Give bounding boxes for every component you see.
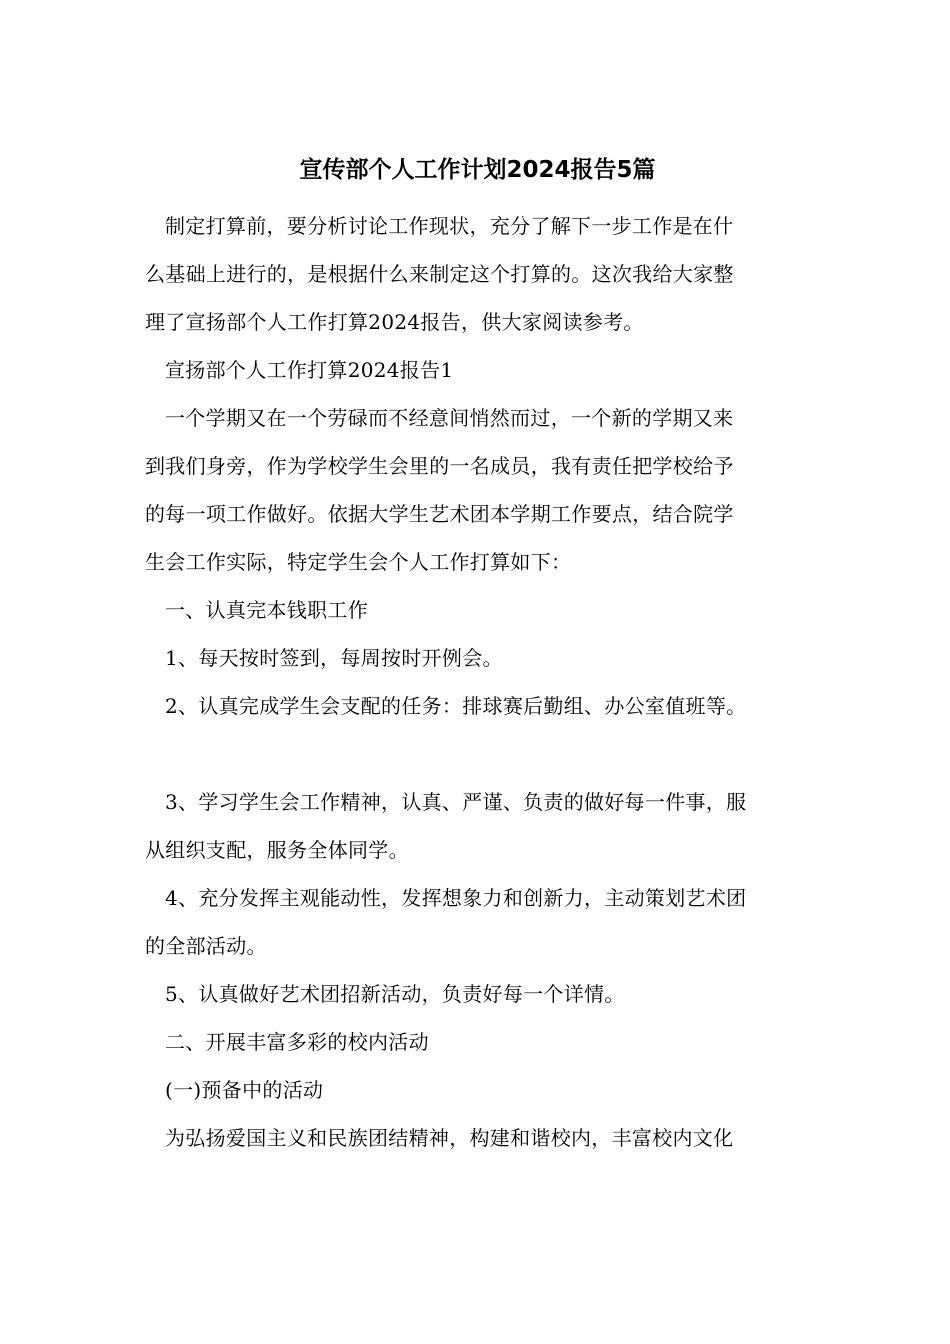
text-line: 一个学期又在一个劳碌而不经意间悄然而过，一个新的学期又来 (165, 406, 734, 430)
list-item (145, 970, 810, 1018)
part2-heading (145, 1018, 810, 1066)
text-line: 生会工作实际，特定学生会个人工作打算如下： (145, 550, 572, 574)
text-line: 制定打算前，要分析讨论工作现状，充分了解下一步工作是在什 (165, 214, 734, 238)
intro-paragraph (145, 202, 810, 346)
list-item (145, 874, 810, 970)
text-line: 的全部活动。 (145, 934, 267, 958)
text-line: 1、每天按时签到，每周按时开例会。 (165, 646, 503, 670)
text-line: 2、认真完成学生会支配的任务：排球赛后勤组、办公室值班等。 (165, 694, 747, 718)
part1-heading (145, 586, 810, 634)
text-line: 5、认真做好艺术团招新活动，负责好每一个详情。 (165, 982, 625, 1006)
list-item (145, 682, 810, 730)
section1-paragraph (145, 394, 810, 586)
text-line: 么基础上进行的，是根据什么来制定这个打算的。这次我给大家整 (145, 262, 734, 286)
text-line: 4、充分发挥主观能动性，发挥想象力和创新力，主动策划艺术团 (165, 886, 747, 910)
text-line: 到我们身旁，作为学校学生会里的一名成员，我有责任把学校给予 (145, 454, 734, 478)
text-line: 为弘扬爱国主义和民族团结精神，构建和谐校内，丰富校内文化 (165, 1126, 734, 1150)
blank-line (145, 730, 810, 778)
section-heading (145, 346, 810, 394)
text-line: (一)预备中的活动 (165, 1078, 324, 1102)
text-line: 的每一项工作做好。依据大学生艺术团本学期工作要点，结合院学 (145, 502, 734, 526)
sub-heading (145, 1066, 810, 1114)
text-line: 二、开展丰富多彩的校内活动 (165, 1030, 429, 1054)
list-item (145, 634, 810, 682)
text-line: 宣扬部个人工作打算2024报告1 (165, 358, 454, 382)
text-line: 一、认真完本钱职工作 (165, 598, 368, 622)
document-page (145, 150, 810, 1162)
text-line: 从组织支配，服务全体同学。 (145, 838, 409, 862)
document-title: 宣传部个人工作计划2024报告5篇 (299, 157, 656, 183)
text-line: 理了宣扬部个人工作打算2024报告，供大家阅读参考。 (145, 310, 644, 334)
list-item (145, 778, 810, 874)
text-line: 3、学习学生会工作精神，认真、严谨、负责的做好每一件事，服 (165, 790, 747, 814)
sub1-paragraph (145, 1114, 810, 1162)
